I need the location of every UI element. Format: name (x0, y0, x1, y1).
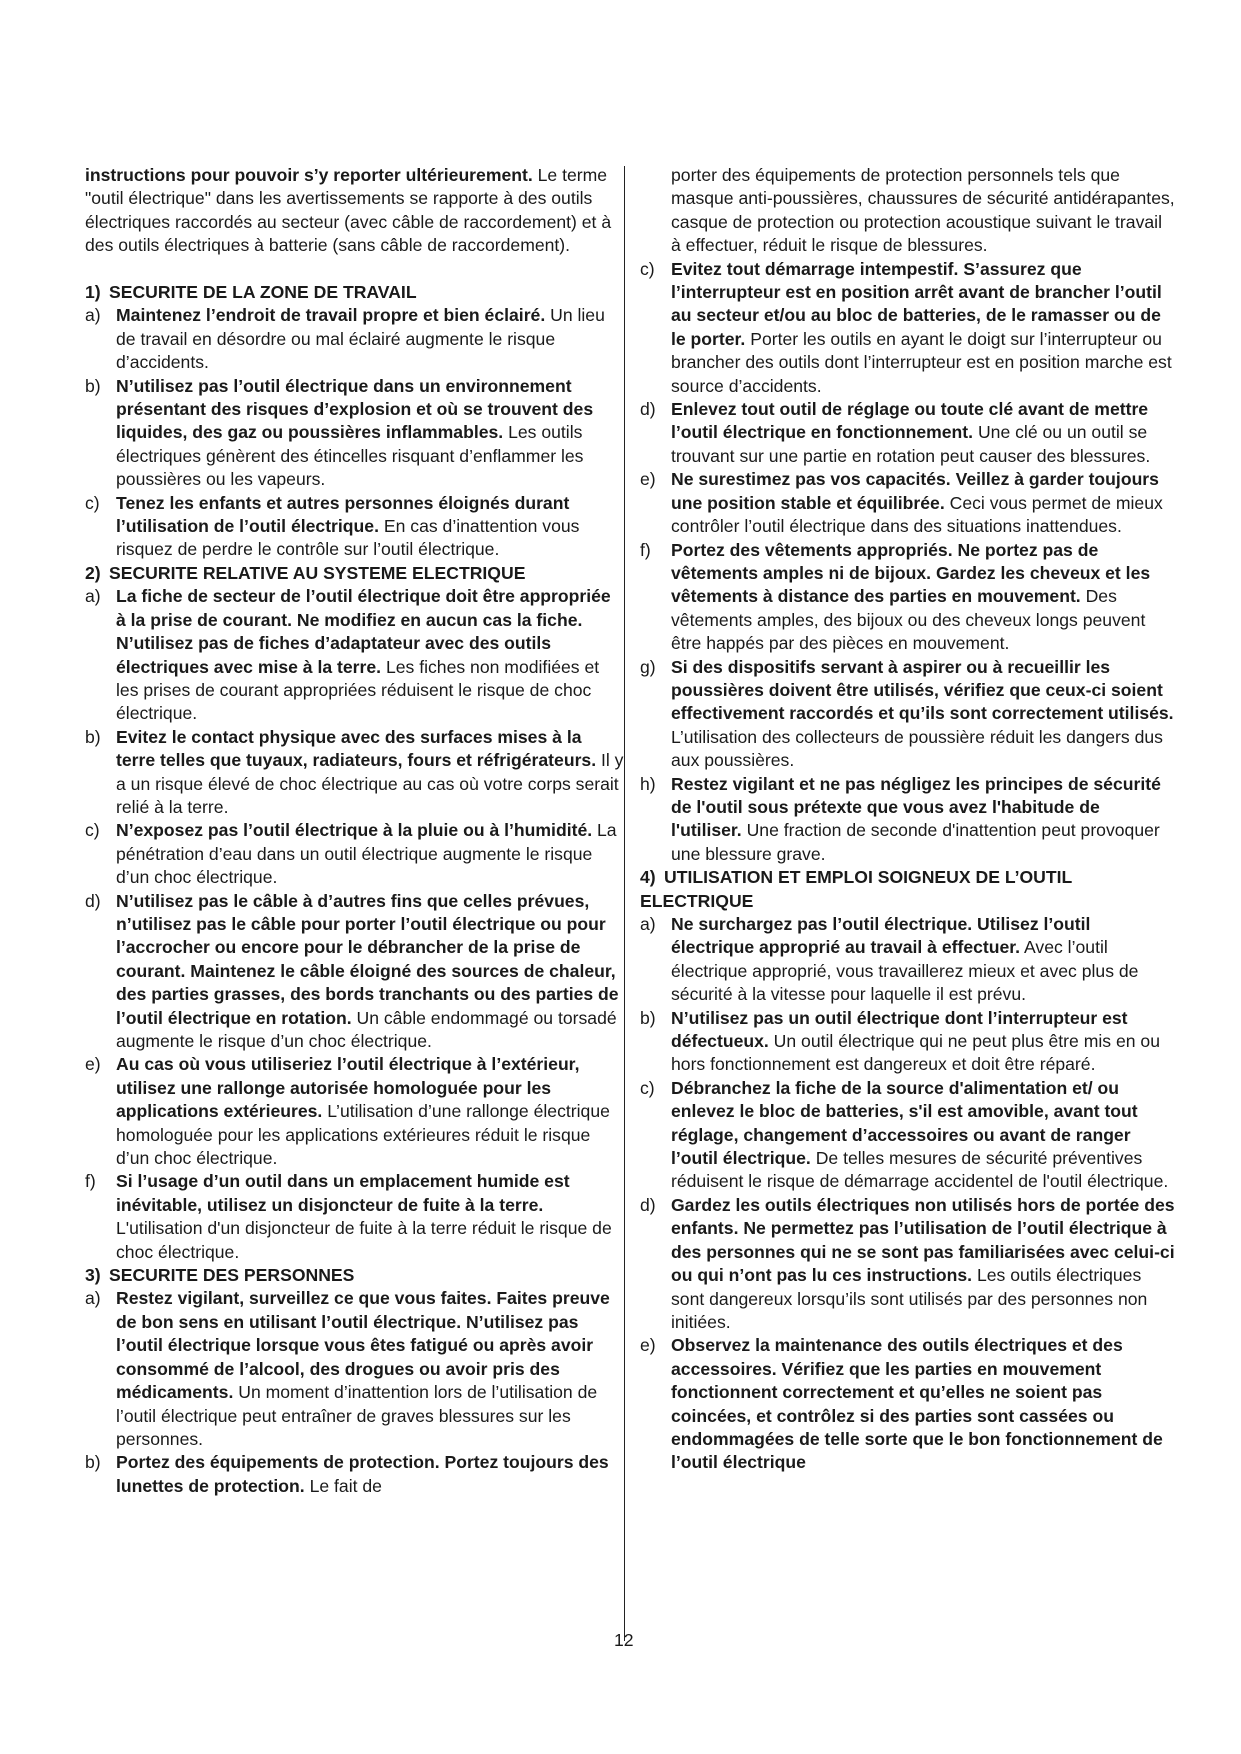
list-item (85, 304, 625, 374)
section-title: UTILISATION ET EMPLOI SOIGNEUX DE L’OUTIL ELECTRIQUE (640, 867, 1072, 911)
item-text: La pénétration d’eau dans un outil électrique augmente le risque d’un choc électrique. (116, 820, 617, 888)
item-bold: Ne surestimez pas vos capacités. Veillez à garder toujours une position stable et équilibrée. (671, 469, 1159, 513)
item-label: b) (85, 1452, 101, 1473)
item-label: a) (85, 1288, 101, 1309)
item-text: Les fiches non modifiées et les prises de courant appropriées réduisent le risque de choc électrique. (116, 656, 600, 724)
item-label: h) (640, 773, 656, 794)
item-text: De telles mesures de sécurité préventives réduisent le risque de démarrage accidentel de l'outil électrique. (671, 1148, 1169, 1192)
item-text: Ceci vous permet de mieux contrôler l’outil électrique dans des situations inattendues. (671, 492, 1163, 537)
section-3-heading (85, 1264, 625, 1287)
item-bold: Maintenez l’endroit de travail propre et bien éclairé. (116, 305, 546, 326)
section-title: SECURITE DE LA ZONE DE TRAVAIL (109, 282, 417, 303)
item-bold: Restez vigilant et ne pas négligez les principes de sécurité de l'outil sous prétexte que vous avez l'habitude de l'utiliser. (671, 773, 1161, 841)
item-bold: N’utilisez pas l’outil électrique dans un environnement présentant des risques d’explosion et où se trouvent des liquides, des gaz ou poussières inflammables. (116, 375, 594, 443)
item-bold: Restez vigilant, surveillez ce que vous faites. Faites preuve de bon sens en utilisant l’outil électrique. N’utilisez pas l’outil électrique lorsque vous êtes fatigué ou après avoir consommé de l’alcool, des drogues ou avoir pris des médicaments. (116, 1288, 610, 1403)
item-label: c) (640, 1077, 655, 1098)
item-bold: Evitez tout démarrage intempestif. S’assurez que l’interrupteur est en position arrêt avant de brancher l’outil au secteur et/ou au bloc de batteries, de le ramasser ou de le porter. (671, 258, 1162, 349)
item-bold: La fiche de secteur de l’outil électrique doit être appropriée à la prise de courant. Ne modifiez en aucun cas la fiche. N’utilisez pas de fiches d’adaptateur avec des outils électriques avec mise à la terre. (116, 586, 611, 677)
list-item (640, 539, 1175, 656)
item-text: L'utilisation d'un disjoncteur de fuite à la terre réduit le risque de choc électrique. (116, 1218, 612, 1262)
column-divider (624, 166, 625, 1641)
item-text: Un moment d’inattention lors de l’utilisation de l’outil électrique peut entraîner de graves blessures sur les personnes. (116, 1382, 598, 1449)
section-title: SECURITE RELATIVE AU SYSTEME ELECTRIQUE (109, 562, 526, 583)
list-item (85, 585, 625, 725)
list-item (85, 1053, 625, 1170)
item-text: Avec l’outil électrique approprié, vous travaillerez mieux et avec plus de sécurité à la vitesse pour laquelle il est prévu. (671, 937, 1139, 1005)
list-item (640, 258, 1175, 398)
list-item (640, 1007, 1175, 1077)
item-bold: Portez des équipements de protection. Portez toujours des lunettes de protection. (116, 1452, 609, 1496)
item-bold: Evitez le contact physique avec des surfaces mises à la terre telles que tuyaux, radiateurs, fours et réfrigérateurs. (116, 726, 597, 771)
item-text: L’utilisation d’une rallonge électrique homologuée pour les applications extérieures réduit le risque d’un choc électrique. (116, 1101, 610, 1169)
section-number: 4) (640, 867, 656, 888)
item-label: d) (85, 890, 101, 911)
item-label: b) (85, 726, 101, 747)
item-bold: Gardez les outils électriques non utilisés hors de portée des enfants. Ne permettez pas l’utilisation de l’outil électrique à des personnes qui ne se sont pas familiarisées avec celui-ci ou qui n’ont pas lu ces instructions. (671, 1194, 1175, 1286)
list-item (640, 1077, 1175, 1194)
item-text: Porter les outils en ayant le doigt sur l’interrupteur ou brancher des outils dont l’interrupteur est en position marche est source d’accidents. (671, 328, 1172, 396)
list-item (640, 468, 1175, 538)
item-label: g) (640, 656, 656, 677)
item-bold: Au cas où vous utiliseriez l’outil électrique à l’extérieur, utilisez une rallonge autorisée homologuée pour les applications extérieures. (116, 1054, 580, 1122)
item-bold: N’utilisez pas un outil électrique dont l’interrupteur est défectueux. (671, 1007, 1128, 1052)
item-label: d) (640, 399, 656, 420)
list-item (640, 398, 1175, 468)
item-label: d) (640, 1194, 656, 1215)
item-text: Il y a un risque élevé de choc électrique au cas où votre corps serait relié à la terre. (116, 750, 624, 817)
item-text: Un câble endommagé ou torsadé augmente le risque d’un choc électrique. (116, 1007, 617, 1052)
list-item (85, 890, 625, 1054)
list-item (640, 1334, 1175, 1474)
item-label: c) (85, 492, 100, 513)
item-label: b) (85, 375, 101, 396)
item-bold: Si l’usage d’un outil dans un emplacement humide est inévitable, utilisez un disjoncteur de fuite à la terre. (116, 1171, 570, 1215)
intro-bold: instructions pour pouvoir s’y reporter ultérieurement. (85, 165, 533, 185)
list-item (85, 492, 625, 562)
item-text: Les outils électriques génèrent des étincelles risquant d’enflammer les poussières ou les vapeurs. (116, 422, 584, 490)
item-bold: Enlevez tout outil de réglage ou toute clé avant de mettre l’outil électrique en fonctionnement. (671, 399, 1149, 443)
item-text: Un outil électrique qui ne peut plus être mis en ou hors fonctionnement est dangereux et doit être réparé. (671, 1031, 1160, 1075)
item-label: e) (640, 1335, 656, 1356)
item-text: porter des équipements de protection personnels tels que masque anti-poussières, chaussures de sécurité antidérapantes, casque de protection ou protection acoustique suivant le travail à effectuer, réduit le risque de blessures. (671, 165, 1175, 256)
list-item (640, 1194, 1175, 1334)
item-text: Un lieu de travail en désordre ou mal éclairé augmente le risque d’accidents. (116, 305, 605, 373)
item-text: Le fait de (309, 1475, 382, 1496)
item-text: Des vêtements amples, des bijoux ou des cheveux longs peuvent être happés par des pièces en mouvement. (671, 586, 1146, 654)
item-text: Les outils électriques sont dangereux lorsqu’ils sont utilisés par des personnes non initiées. (671, 1265, 1148, 1332)
item-bold: Ne surchargez pas l’outil électrique. Utilisez l’outil électrique approprié au travail à effectuer. (671, 914, 1091, 958)
item-text: En cas d’inattention vous risquez de perdre le contrôle sur l’outil électrique. (116, 516, 580, 560)
item-text: Une fraction de seconde d'inattention peut provoquer une blessure grave. (671, 820, 1160, 864)
page-number: 12 (614, 1630, 634, 1650)
item-label: e) (85, 1054, 101, 1075)
item-bold: Observez la maintenance des outils électriques et des accessoires. Vérifiez que les parties en mouvement fonctionnent correctement et qu’elles ne soient pas coincées, et contrôlez si des parties sont cassées ou endommagées de telle sorte que le bon fonctionnement de l’outil électrique (671, 1335, 1163, 1473)
item-bold: N’exposez pas l’outil électrique à la pluie ou à l’humidité. (116, 820, 593, 841)
item-label: f) (85, 1171, 96, 1192)
right-column (640, 164, 1175, 1475)
item-label: e) (640, 469, 656, 490)
list-item (640, 773, 1175, 867)
section-number: 1) (85, 282, 101, 303)
item-bold: Tenez les enfants et autres personnes éloignés durant l’utilisation de l’outil électrique. (116, 492, 570, 537)
item-label: a) (85, 305, 101, 326)
list-item (85, 1451, 625, 1498)
section-number: 2) (85, 562, 101, 583)
item-label: c) (640, 258, 655, 279)
section-title: SECURITE DES PERSONNES (109, 1265, 355, 1286)
section-1-heading (85, 281, 625, 304)
item-label: c) (85, 820, 100, 841)
list-item (85, 1170, 625, 1264)
list-item (640, 913, 1175, 1007)
item-bold: Débranchez la fiche de la source d'alimentation et/ ou enlevez le bloc de batteries, s'il est amovible, avant tout réglage, changement d’accessoires ou avant de ranger l’outil électrique. (671, 1077, 1138, 1169)
item-label: a) (640, 914, 656, 934)
item-label: b) (640, 1007, 656, 1028)
item-bold: Portez des vêtements appropriés. Ne portez pas de vêtements amples ni de bijoux. Gardez les cheveux et les vêtements à distance des parties en mouvement. (671, 539, 1151, 607)
list-item (85, 1287, 625, 1451)
list-item (640, 656, 1175, 773)
list-item (85, 819, 625, 889)
list-item (85, 375, 625, 492)
left-column (85, 164, 625, 1498)
section-4-heading (640, 866, 1175, 913)
item-bold: Si des dispositifs servant à aspirer ou à recueillir les poussières doivent être utilisés, vérifiez que ceux-ci soient effectivement raccordés et qu’ils sont correctement utilisés. (671, 656, 1174, 724)
list-item (85, 726, 625, 820)
section-number: 3) (85, 1265, 101, 1286)
intro-paragraph (85, 164, 625, 258)
item-label: f) (640, 539, 651, 560)
section-2-heading (85, 562, 625, 585)
list-item-continued (640, 164, 1175, 258)
item-label: a) (85, 586, 101, 607)
item-text: L’utilisation des collecteurs de poussière réduit les dangers dus aux poussières. (671, 726, 1163, 771)
intro-text: Le terme "outil électrique" dans les avertissements se rapporte à des outils électriques raccordés au secteur (avec câble de raccordement) et à des outils électriques à batterie (sans câble de raccordement). (85, 165, 612, 256)
item-bold: N’utilisez pas le câble à d’autres fins que celles prévues, n’utilisez pas le câble pour porter l’outil électrique ou pour l’accrocher ou encore pour le débrancher de la prise de courant. Maintenez le câble éloigné des sources de chaleur, des parties grasses, des bords tranchants ou des parties de l’outil électrique en rotation. (116, 890, 619, 1028)
item-text: Une clé ou un outil se trouvant sur une partie en rotation peut causer des blessures. (671, 422, 1151, 466)
